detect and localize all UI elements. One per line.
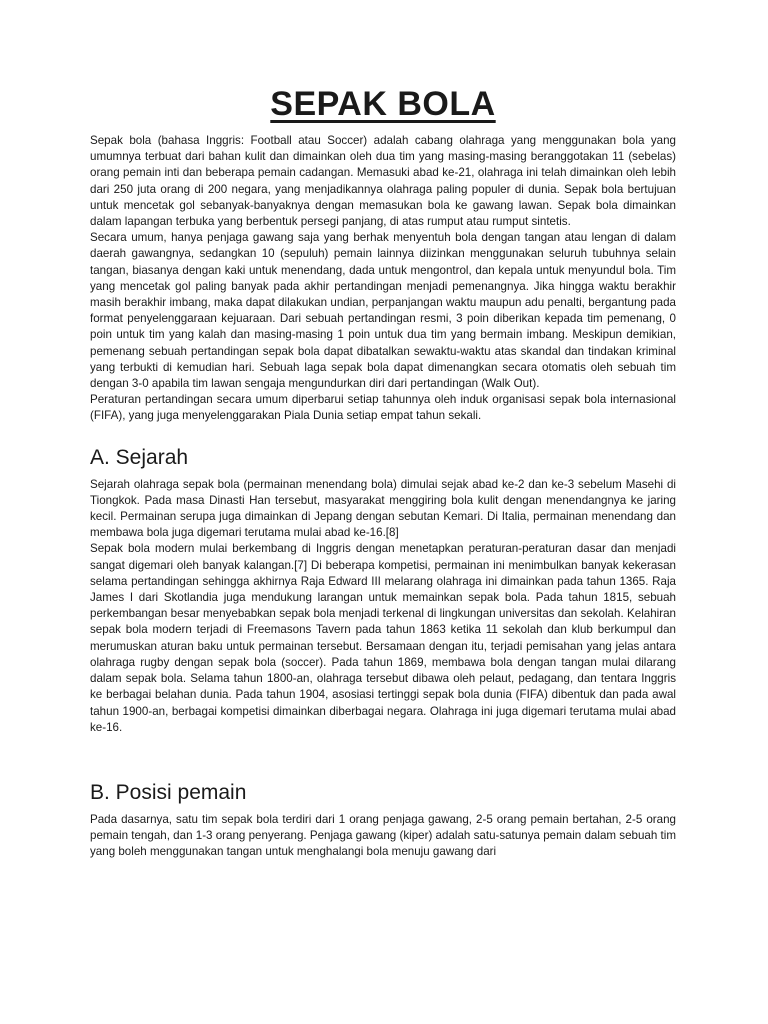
- sejarah-paragraph-1: Sejarah olahraga sepak bola (permainan menendang bola) dimulai sejak abad ke-2 dan ke-3 sebelum Masehi di Tiongkok. Pada masa Dinasti Han tersebut, masyarakat menggiring bola kulit dengan menendangnya ke jaring kecil. Permainan serupa juga dimainkan di Jepang dengan sebutan Kemari. Di Italia, permainan menendang dan membawa bola juga digemari terutama mulai abad ke-16.[8]: [90, 477, 676, 540]
- posisi-paragraph-1: Pada dasarnya, satu tim sepak bola terdiri dari 1 orang penjaga gawang, 2-5 orang pemain bertahan, 2-5 orang pemain tengah, dan 1-3 orang penyerang. Penjaga gawang (kiper) adalah satu-satunya pemain dalam sebuah tim yang boleh menggunakan tangan untuk menghalangi bola menuju gawang dari: [90, 812, 676, 859]
- intro-paragraph-2: Secara umum, hanya penjaga gawang saja yang berhak menyentuh bola dengan tangan atau lengan di dalam daerah gawangnya, sedangkan 10 (sepuluh) pemain lainnya diizinkan menggunakan seluruh tubuhnya selain tangan, biasanya dengan kaki untuk menendang, dada untuk mengontrol, dan kepala untuk menyundul bola. Tim yang mencetak gol paling banyak pada akhir pertandingan menjadi pemenangnya. Jika hingga waktu berakhir masih berakhir imbang, maka dapat dilakukan undian, perpanjangan waktu maupun adu penalti, bergantung pada format penyelenggaraan kejuaraan. Dari sebuah pertandingan resmi, 3 poin diberikan kepada tim pemenang, 0 poin untuk tim yang kalah dan masing-masing 1 poin untuk dua tim yang bermain imbang. Meskipun demikian, pemenang sebuah pertandingan sepak bola dapat dibatalkan sewaktu-waktu atas skandal dan tindakan kriminal yang terbukti di kemudian hari. Sebuah laga sepak bola dapat dimenangkan secara otomatis oleh sebuah tim dengan 3-0 apabila tim lawan sengaja mengundurkan diri dari pertandingan (Walk Out).: [90, 231, 676, 391]
- sejarah-section: [90, 477, 676, 736]
- intro-section: [90, 133, 676, 425]
- intro-paragraph-1: Sepak bola (bahasa Inggris: Football atau Soccer) adalah cabang olahraga yang menggunakan bola yang umumnya terbuat dari bahan kulit dan dimainkan oleh dua tim yang masing-masing beranggotakan 11 (sebelas) orang pemain inti dan beberapa pemain cadangan. Memasuki abad ke-21, olahraga ini telah dimainkan oleh lebih dari 250 juta orang di 200 negara, yang menjadikannya olahraga paling populer di dunia. Sepak bola bertujuan untuk mencetak gol sebanyak-banyaknya dengan memasukan bola ke gawang lawan. Sepak bola dimainkan dalam lapangan terbuka yang berbentuk persegi panjang, di atas rumput atau rumput sintetis.: [90, 134, 676, 229]
- section-heading-sejarah: A. Sejarah: [90, 445, 189, 469]
- intro-paragraph-3: Peraturan pertandingan secara umum diperbarui setiap tahunnya oleh induk organisasi sepak bola internasional (FIFA), yang juga menyelenggarakan Piala Dunia setiap empat tahun sekali.: [90, 393, 676, 423]
- document-title-text: SEPAK BOLA: [270, 85, 496, 123]
- section-heading-posisi-pemain: B. Posisi pemain: [90, 780, 247, 804]
- posisi-section: [90, 812, 676, 861]
- document-title: [90, 0, 676, 124]
- sejarah-paragraph-2: Sepak bola modern mulai berkembang di Inggris dengan menetapkan peraturan-peraturan dasar dan menjadi sangat digemari oleh banyak kalangan.[7] Di beberapa kompetisi, permainan ini menimbulkan banyak kekerasan selama pertandingan sehingga akhirnya Raja Edward III melarang olahraga ini dimainkan pada tahun 1365. Raja James I dari Skotlandia juga mendukung larangan untuk memainkan sepak bola. Pada tahun 1815, sebuah perkembangan besar menyebabkan sepak bola menjadi terkenal di lingkungan universitas dan sekolah. Kelahiran sepak bola modern terjadi di Freemasons Tavern pada tahun 1863 ketika 11 sekolah dan klub berkumpul dan merumuskan aturan baku untuk permainan tersebut. Bersamaan dengan itu, terjadi pemisahan yang jelas antara olahraga rugby dengan sepak bola (soccer). Pada tahun 1869, membawa bola dengan tangan mulai dilarang dalam sepak bola. Selama tahun 1800-an, olahraga tersebut dibawa oleh pelaut, pedagang, dan tentara Inggris ke berbagai belahan dunia. Pada tahun 1904, asosiasi tertinggi sepak bola dunia (FIFA) dibentuk dan pada awal tahun 1900-an, berbagai kompetisi dimainkan diberbagai negara. Olahraga ini juga digemari terutama mulai abad ke-16.: [90, 542, 676, 734]
